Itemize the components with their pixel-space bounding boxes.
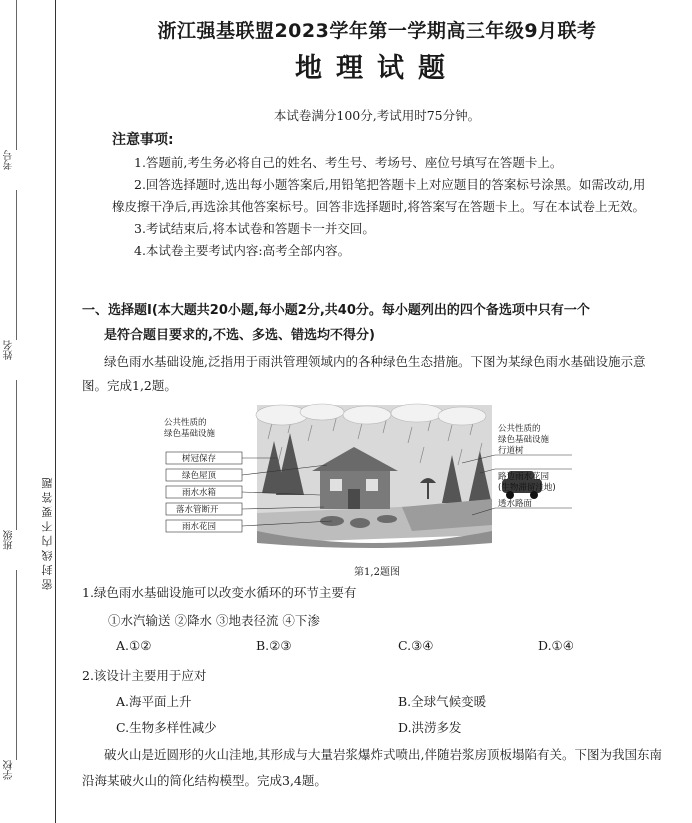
field-label-class: 班级 (4, 530, 15, 550)
seal-line-warning: 密 封 线 内 不 要 答 题 (41, 477, 54, 590)
field-label-exam-number: 考号 (4, 150, 15, 170)
note-item: 2.回答选择题时,选出每小题答案后,用铅笔把答题卡上对应题目的答案标号涂黑。如需改动,用橡皮擦干净后,再选涂其他答案标号。回答非选择题时,将答案写在答题卡上。写在本试卷上无效。 (112, 177, 646, 214)
label-street-trees: 行道树 (498, 446, 524, 456)
question-1-items: ①水汽输送 ②降水 ③地表径流 ④下渗 (108, 613, 320, 628)
left-title-line2: 绿色基础设施 (164, 429, 216, 439)
option-c: C.③④ (398, 638, 434, 653)
field-label-name: 姓名 (4, 340, 15, 360)
note-item: 1.答题前,考生务必将自己的姓名、考生号、考场号、座位号填写在答题卡上。 (134, 155, 563, 170)
label-canopy-preservation: 树冠保存 (182, 454, 217, 464)
field-line (16, 190, 17, 340)
option-a: A.①② (116, 638, 152, 653)
label-roadside-rain-garden: 路边雨水花园 (498, 472, 550, 482)
left-title-line1: 公共性质的 (164, 418, 207, 428)
label-permeable-pavement: 透水路面 (498, 499, 533, 509)
question-2-options-row2 (108, 718, 668, 738)
option-d: D.①④ (538, 638, 574, 653)
question-1-options (108, 638, 668, 658)
option-b: B.全球气候变暖 (398, 694, 487, 709)
label-rain-barrel: 雨水水箱 (182, 488, 217, 498)
option-c: C.生物多样性减少 (116, 720, 217, 735)
exam-title: 浙江强基联盟2023学年第一学期高三年级9月联考 (157, 20, 597, 42)
field-line (16, 380, 17, 530)
label-green-roof: 绿色屋顶 (182, 471, 217, 481)
score-time-line: 本试卷满分100分,考试用时75分钟。 (273, 108, 481, 123)
green-infrastructure-figure (162, 403, 577, 553)
field-line (16, 570, 17, 760)
question-intro-1-2: 绿色雨水基础设施,泛指用于雨洪管理领域内的各种绿色生态措施。下图为某绿色雨水基础设施示意图。完成1,2题。 (82, 354, 646, 393)
question-2-stem: 2.该设计主要用于应对 (82, 668, 207, 683)
section-heading-line2: 是符合题目要求的,不选、多选、错选均不得分) (104, 328, 375, 343)
option-a: A.海平面上升 (116, 694, 192, 709)
label-bioretention: (生物滞留洼地) (498, 483, 556, 493)
note-item: 4.本试卷主要考试内容:高考全部内容。 (134, 243, 351, 258)
right-title-line1: 公共性质的 (498, 424, 541, 434)
section-heading (82, 298, 667, 348)
question-2-options-row1 (108, 692, 668, 712)
binding-line (55, 0, 56, 823)
question-intro-3-4: 破火山是近圆形的火山洼地,其形成与大量岩浆爆炸式喷出,伴随岩浆房顶板塌陷有关。下图为我国东南沿海某破火山的简化结构模型。完成3,4题。 (82, 747, 662, 788)
notes-title: 注意事项: (112, 132, 174, 148)
field-label-school: 学校 (4, 760, 15, 780)
right-title-line2: 绿色基础设施 (498, 435, 550, 445)
section-heading-line1: 一、选择题Ⅰ(本大题共20小题,每小题2分,共40分。每小题列出的四个备选项中只有一个 (82, 303, 590, 318)
label-rain-garden: 雨水花园 (182, 522, 217, 532)
binding-margin (0, 0, 60, 823)
note-item: 3.考试结束后,将本试卷和答题卡一并交回。 (134, 221, 375, 236)
label-downspout-disconnect: 落水管断开 (176, 505, 219, 515)
notes-list (112, 152, 657, 262)
question-1-stem: 1.绿色雨水基础设施可以改变水循环的环节主要有 (82, 585, 357, 600)
field-line (16, 0, 17, 150)
figure-illustration (162, 403, 577, 553)
figure-caption: 第1,2题图 (354, 567, 400, 578)
option-d: D.洪涝多发 (398, 720, 462, 735)
subject-title: 地理试题 (295, 53, 459, 84)
option-b: B.②③ (256, 638, 292, 653)
